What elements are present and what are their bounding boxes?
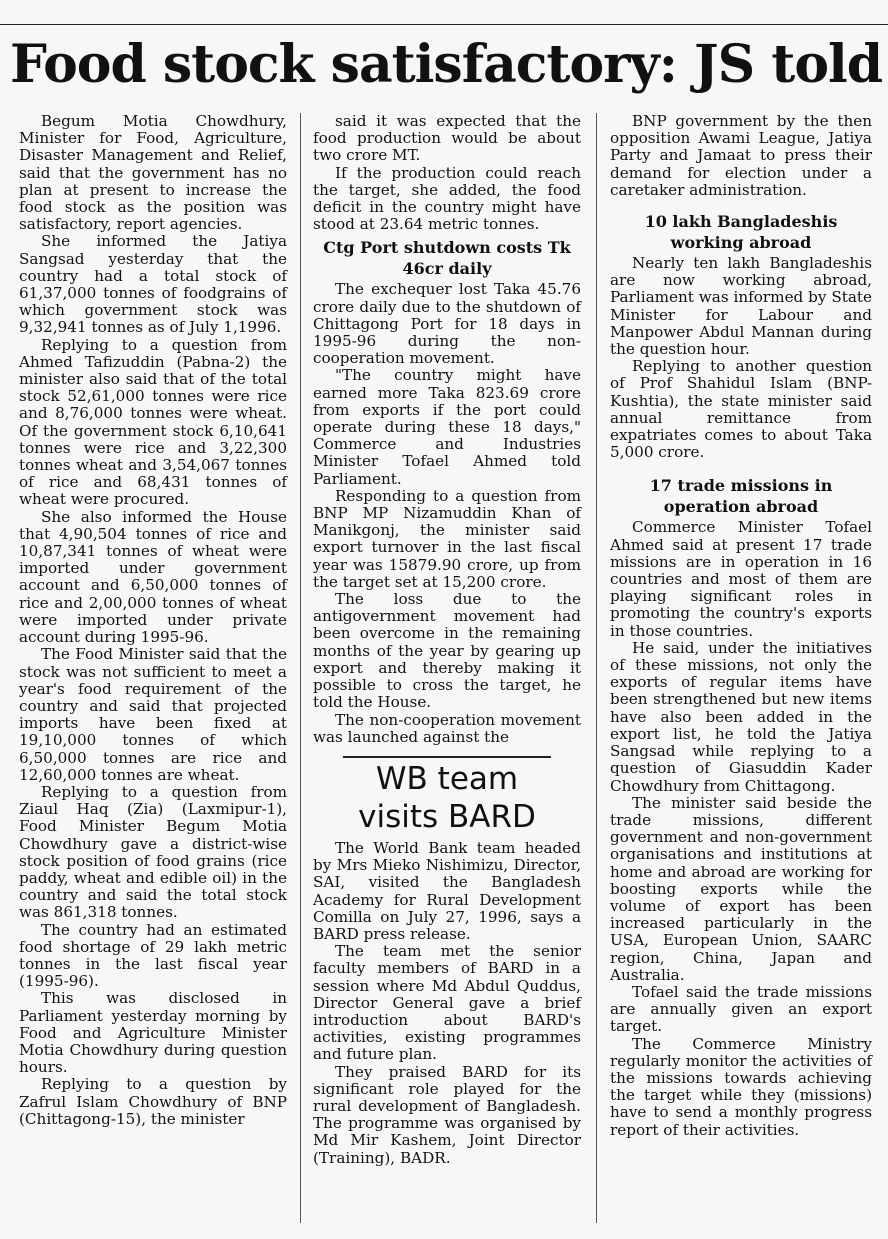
paragraph: said it was expected that the food production would be about two crore MT.: [313, 112, 581, 165]
paragraph: The minister said beside the trade missions, different government and non-government organisations and institutions at home and abroad are working for boosting exports while the volume of export has been increased particularly in the USA, European Union, SAARC region, China, Japan and Australia.: [610, 793, 872, 984]
paragraph: Nearly ten lakh Bangladeshis are now working abroad, Parliament was informed by State Minister for Labour and Manpower Abdul Mannan during the question hour.: [610, 254, 872, 359]
paragraph: The World Bank team headed by Mrs Mieko Nishimizu, Director, SAI, visited the Bangladesh Academy for Rural Development Comilla on July 27, 1996, says a BARD press release.: [313, 838, 581, 943]
paragraph: The non-cooperation movement was launched against the: [313, 710, 581, 746]
paragraph: Replying to a question by Zafrul Islam Chowdhury of BNP (Chittagong-15), the minister: [19, 1075, 287, 1128]
paragraph: Begum Motia Chowdhury, Minister for Food, Agriculture, Disaster Management and Relief, said that the government has no plan at present to increase the food stock as the position was satisfactory, report agencies.: [19, 112, 287, 234]
lakh-bangladeshis-subheadline: 10 lakh Bangladeshis working abroad: [644, 212, 838, 253]
paragraph: The Commerce Ministry regularly monitor the activities of the missions towards achieving the target while they (missions) have to send a monthly progress report of their activities.: [610, 1034, 872, 1139]
paragraph: The loss due to the antigovernment movement had been overcome in the remaining months of the year by gearing up export and thereby making it possible to cross the target, he told the House.: [313, 590, 581, 712]
column-rule: [596, 113, 597, 1223]
paragraph: If the production could reach the target, she added, the food deficit in the country might have stood at 23.64 metric tonnes.: [313, 163, 581, 234]
paragraph: He said, under the initiatives of these missions, not only the exports of regular items have been strengthened but new items have also been added in the export list, he told the Jatiya Sangsad while replying to a question of Giasuddin Kader Chowdhury from Chittagong.: [610, 638, 872, 795]
paragraph: She also informed the House that 4,90,504 tonnes of rice and 10,87,341 tonnes of wheat were imported under government account and 6,50,000 tonnes of rice and 2,00,000 tonnes of wheat were imported under private account during 1995-96.: [19, 507, 287, 647]
paragraph: BNP government by the then opposition Awami League, Jatiya Party and Jamaat to press their demand for election under a caretaker administration.: [610, 112, 872, 199]
paragraph: They praised BARD for its significant role played for the rural development of Bangladesh. The programme was organised by Md Mir Kashem, Joint Director (Training), BADR.: [313, 1062, 581, 1167]
paragraph: "The country might have earned more Taka 823.69 crore from exports if the port could operate during these 18 days," Commerce and Industries Minister Tofael Ahmed told Parliament.: [313, 366, 581, 488]
paragraph: The exchequer lost Taka 45.76 crore daily due to the shutdown of Chittagong Port for 18 days in 1995-96 during the non-cooperation movement.: [313, 280, 581, 368]
paragraph: Responding to a question from BNP MP Nizamuddin Khan of Manikgonj, the minister said export turnover in the last fiscal year was 15879.90 crore, up from the target set at 15,200 crore.: [313, 486, 581, 591]
paragraph: She informed the Jatiya Sangsad yesterday that the country had a total stock of 61,37,000 tonnes of foodgrains of which government stock was 9,32,941 tonnes as of July 1,1996.: [19, 232, 287, 337]
column-2: [313, 113, 581, 1167]
paragraph: Replying to a question from Ziaul Haq (Zia) (Laxmipur-1), Food Minister Begum Motia Chowdhury gave a district-wise stock position of food grains (rice paddy, wheat and edible oil) in the country and said the total stock was 861,318 tonnes.: [19, 782, 287, 922]
paragraph: Replying to another question of Prof Shahidul Islam (BNP-Kushtia), the state minister said annual remittance from expatriates comes to about Taka 5,000 crore.: [610, 357, 872, 462]
column-rule: [300, 113, 301, 1223]
wb-team-headline: WB team visits BARD: [343, 756, 551, 836]
column-3: [610, 113, 872, 1139]
trade-missions-subheadline: 17 trade missions in operation abroad: [649, 476, 833, 517]
paragraph: This was disclosed in Parliament yesterday morning by Food and Agriculture Minister Motia Chowdhury during question hours.: [19, 989, 287, 1077]
paragraph: Replying to a question from Ahmed Tafizuddin (Pabna-2) the minister also said that of the total stock 52,61,000 tonnes were rice and 8,76,000 tonnes were wheat. Of the government stock 6,10,641 tonnes were rice and 3,22,300 tonnes wheat and 3,54,067 tonnes of rice and 68,431 tonnes of wheat were procured.: [19, 335, 287, 509]
column-1: [19, 113, 287, 1128]
paragraph: The Food Minister said that the stock was not sufficient to meet a year's food requirement of the country and said that projected imports have been fixed at 19,10,000 tonnes of which 6,50,000 tonnes are rice and 12,60,000 tonnes are wheat.: [19, 645, 287, 784]
paragraph: The team met the senior faculty members of BARD in a session where Md Abdul Quddus, Director General gave a brief introduction about BARD's activities, existing programmes and future plan.: [313, 942, 581, 1064]
headline: Food stock satisfactory: JS told: [10, 34, 883, 95]
ctg-port-subheadline: Ctg Port shutdown costs Tk 46cr daily: [323, 238, 571, 279]
paragraph: The country had an estimated food shortage of 29 lakh metric tonnes in the last fiscal year (1995-96).: [19, 920, 287, 991]
paragraph: Tofael said the trade missions are annually given an export target.: [610, 982, 872, 1036]
top-rule: [0, 0, 888, 25]
paragraph: Commerce Minister Tofael Ahmed said at present 17 trade missions are in operation in 16 countries and most of them are playing significant roles in promoting the country's exports in those countries.: [610, 518, 872, 640]
